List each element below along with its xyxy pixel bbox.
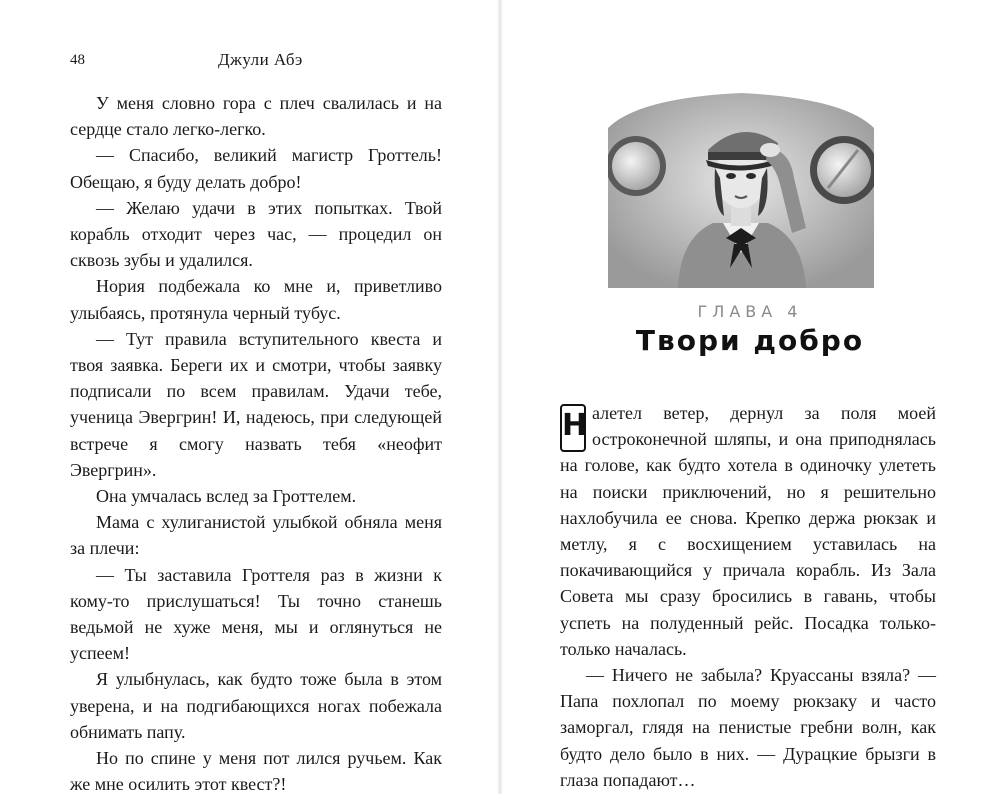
paragraph: У меня словно гора с плеч свалилась и на сердце стало легко-легко. bbox=[70, 93, 442, 140]
drop-cap: Н bbox=[560, 404, 586, 452]
left-body-text bbox=[70, 90, 442, 797]
chapter-title: Твори добро bbox=[635, 324, 865, 357]
paragraph: Но по спине у меня пот лился ручьем. Как же мне осилить этот квест?! bbox=[70, 748, 442, 795]
chapter-label: ГЛАВА 4 bbox=[697, 302, 803, 321]
running-head-author: Джули Абэ bbox=[218, 50, 303, 69]
right-page bbox=[500, 0, 1000, 794]
paragraph: — Спасибо, великий магистр Гроттель! Обещаю, я буду делать добро! bbox=[70, 145, 442, 192]
paragraph: — Тут правила вступительного квеста и твоя заявка. Береги их и смотри, чтобы заявку подписали по всем правилам. Удачи тебе, ученица Эвергрин! И, надеюсь, при следующей встрече я смогу назвать тебя «неофит Эвергрин». bbox=[70, 328, 442, 480]
paragraph: — Ничего не забыла? Круассаны взяла? — Папа похлопал по моему рюкзаку и часто заморгал, глядя на пенистые гребни волн, как будто дело было в них. — Дурацкие брызги в глаза попадают… bbox=[560, 665, 936, 790]
paragraph: Она умчалась вслед за Гроттелем. bbox=[96, 486, 357, 507]
paragraph: — Желаю удачи в этих попытках. Твой корабль отходит через час, — процедил он сквозь зубы и удалился. bbox=[70, 197, 442, 271]
first-paragraph-text: алетел ветер, дернул за поля моей остроконечной шляпы, и она приподнялась на голове, как будто хотела в одиночку улететь на поиски приключений, но я решительно нахлобучила ее снова. Крепко держа рюкзак и метлу, я с восхищением уставилась на покачивающийся у причала корабль. Из Зала Совета мы сразу бросились в гавань, чтобы успеть на полуденный рейс. Посадка только-только началась. bbox=[560, 403, 936, 659]
chapter-illustration bbox=[608, 88, 874, 288]
paragraph: Я улыбнулась, как будто тоже была в этом уверена, и на подгибающихся ногах побежала обнимать папу. bbox=[70, 669, 442, 742]
first-paragraph bbox=[560, 400, 936, 662]
left-page bbox=[0, 0, 500, 794]
paragraph: — Ты заставила Гроттеля раз в жизни к кому-то прислушаться! Ты точно станешь ведьмой не хуже меня, мы и оглянуться не успеем! bbox=[70, 564, 442, 664]
paragraph: Нория подбежала ко мне и, приветливо улыбаясь, протянула черный тубус. bbox=[70, 276, 442, 323]
paragraph: Мама с хулиганистой улыбкой обняла меня за плечи: bbox=[70, 512, 442, 559]
right-body-text bbox=[560, 400, 936, 793]
page-number: 48 bbox=[70, 52, 85, 68]
